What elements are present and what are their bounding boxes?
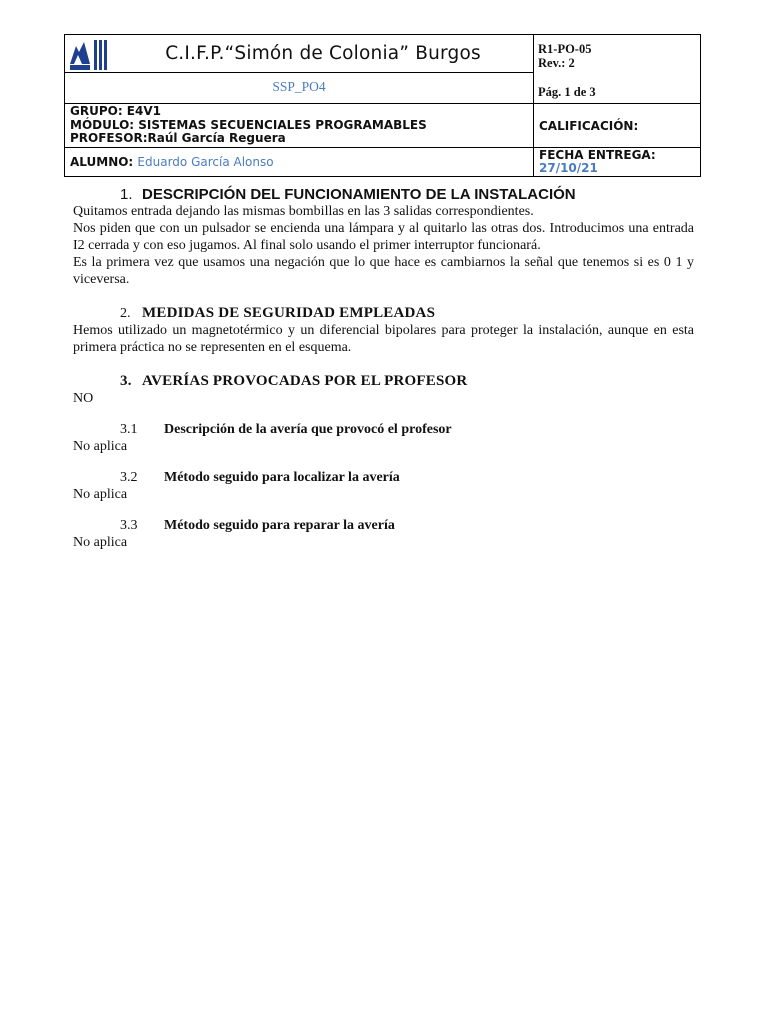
- subsection-3-1-title: Descripción de la avería que provocó el profesor: [164, 422, 452, 437]
- subsection-3-1-heading: [120, 422, 694, 438]
- section-3-paragraph: NO: [73, 391, 94, 406]
- subsection-3-3-number: 3.3: [120, 518, 138, 533]
- section-2-title: MEDIDAS DE SEGURIDAD EMPLEADAS: [142, 305, 436, 321]
- section-3-heading: [120, 373, 694, 390]
- subsection-3-3-heading: [120, 518, 694, 534]
- modulo-line: MÓDULO: SISTEMAS SECUENCIALES PROGRAMABLES: [70, 117, 427, 132]
- section-3-title: AVERÍAS PROVOCADAS POR EL PROFESOR: [142, 373, 468, 389]
- subsection-3-2-number: 3.2: [120, 470, 138, 485]
- school-header-cell: [65, 35, 534, 104]
- subsection-3-3-title: Método seguido para reparar la avería: [164, 518, 395, 533]
- subsection-3-1-text: No aplica: [73, 439, 128, 454]
- grupo-line: GRUPO: E4V1: [70, 104, 161, 118]
- form-code: R1-PO-05: [538, 42, 592, 56]
- section-1-paragraph-2: Nos piden que con un pulsador se encienda una lámpara y al quitarlo las otras dos. Introducimos una entrada I2 cerrada y con eso jugamos. Al final solo usando el primer interruptor funcionará.: [73, 221, 694, 253]
- section-1-paragraph-1: Quitamos entrada dejando las mismas bombillas en las 3 salidas correspondientes.: [73, 204, 534, 219]
- alumno-cell: [65, 148, 534, 177]
- calificacion-label: CALIFICACIÓN:: [539, 118, 639, 133]
- subsection-3-3-text: No aplica: [73, 535, 128, 550]
- section-1-number: 1.: [120, 186, 133, 203]
- school-logo: [68, 38, 112, 72]
- subsection-3-2-heading: [120, 470, 694, 486]
- alumno-label: ALUMNO:: [70, 155, 134, 169]
- alumno-name: Eduardo García Alonso: [137, 155, 274, 169]
- document-header-table: [64, 34, 701, 177]
- subsection-3-1-number: 3.1: [120, 422, 138, 437]
- section-3-number: 3.: [120, 373, 132, 389]
- course-info-cell: [65, 104, 534, 148]
- section-1-paragraph-3: Es la primera vez que usamos una negación que lo que hace es cambiarnos la señal que tenemos si es 0 1 y viceversa.: [73, 255, 694, 287]
- page-number: Pág. 1 de 3: [538, 85, 596, 99]
- section-1-title: DESCRIPCIÓN DEL FUNCIONAMIENTO DE LA INSTALACIÓN: [142, 186, 576, 203]
- section-2-number: 2.: [120, 306, 131, 321]
- revision: Rev.: 2: [538, 56, 575, 70]
- subsection-3-2-text: No aplica: [73, 487, 128, 502]
- subsection-3-2-title: Método seguido para localizar la avería: [164, 470, 400, 485]
- school-title: C.I.F.P.“Simón de Colonia” Burgos: [165, 43, 481, 64]
- section-2-heading: [120, 305, 694, 322]
- document-code: SSP_PO4: [272, 79, 326, 94]
- fecha-label: FECHA ENTREGA:: [539, 148, 656, 162]
- calificacion-cell: [534, 104, 701, 148]
- fecha-cell: [534, 148, 701, 177]
- title-divider: [65, 72, 533, 73]
- document-meta-cell: [534, 35, 701, 104]
- section-2-paragraph: Hemos utilizado un magnetotérmico y un diferencial bipolares para proteger la instalación, aunque en esta primera práctica no se representen en el esquema.: [73, 323, 694, 355]
- fecha-value: 27/10/21: [539, 161, 598, 175]
- section-1-heading: [120, 186, 694, 203]
- profesor-line: PROFESOR:Raúl García Reguera: [70, 131, 286, 145]
- document-body: [73, 186, 694, 551]
